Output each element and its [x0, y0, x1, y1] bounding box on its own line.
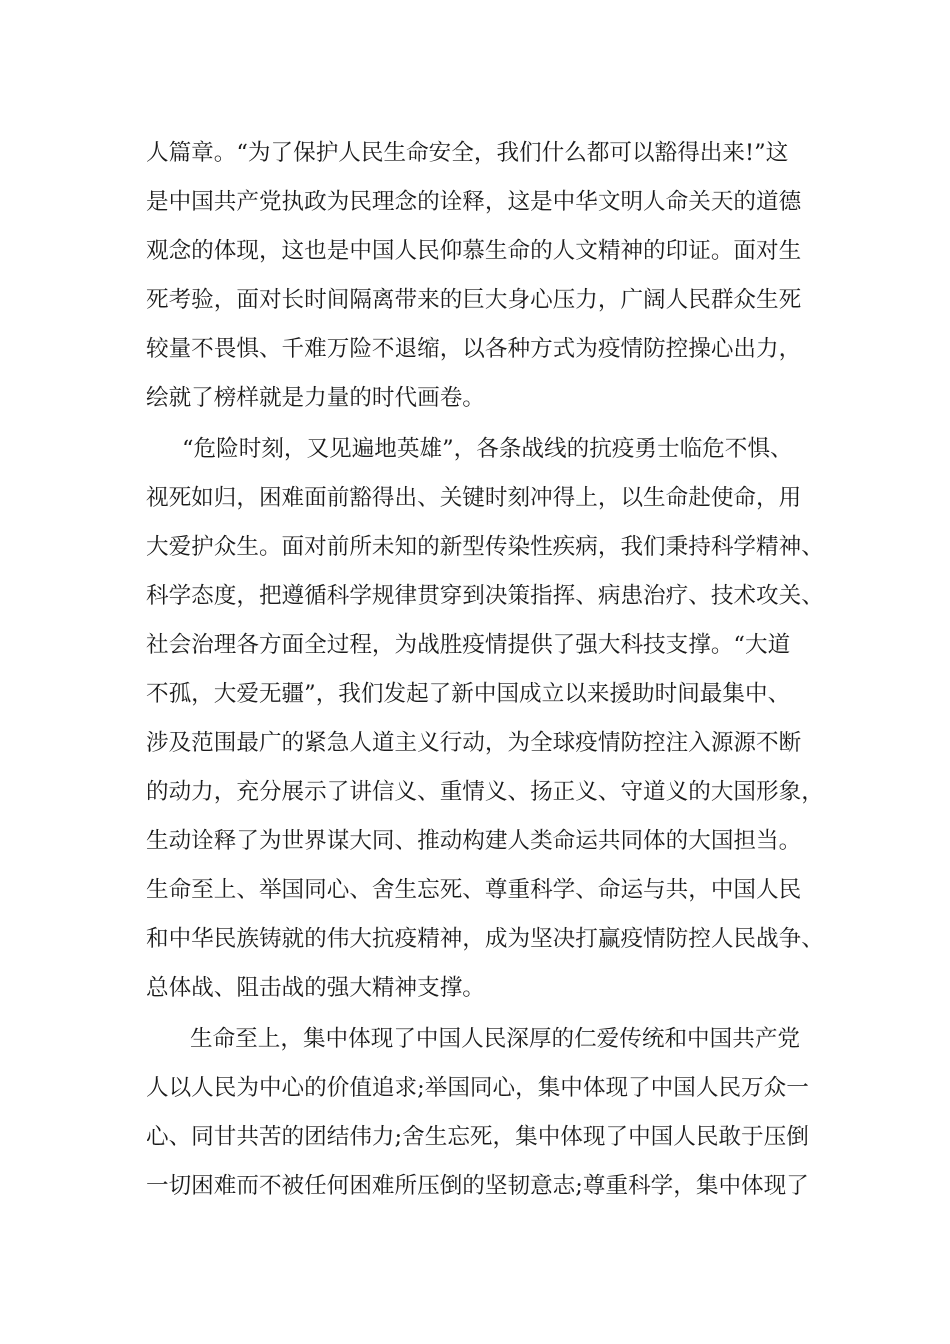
- text-line: 生命至上、举国同心、舍生忘死、尊重科学、命运与共，中国人民: [146, 877, 802, 903]
- text-line: 不孤，大爱无疆”，我们发起了新中国成立以来援助时间最集中、: [146, 681, 791, 707]
- text-line: 心、同甘共苦的团结伟力;舍生忘死，集中体现了中国人民敢于压倒: [146, 1124, 809, 1150]
- paragraph-first-line: 生命至上，集中体现了中国人民深厚的仁爱传统和中国共产党: [190, 1026, 801, 1052]
- text-line: 社会治理各方面全过程，为战胜疫情提供了强大科技支撑。“大道: [146, 632, 791, 658]
- text-line: 是中国共产党执政为民理念的诠释，这是中华文明人命关天的道德: [146, 189, 802, 215]
- text-line: 生动诠释了为世界谋大同、推动构建人类命运共同体的大国担当。: [146, 828, 802, 854]
- text-line: 大爱护众生。面对前所未知的新型传染性疾病，我们秉持科学精神、: [146, 534, 824, 560]
- text-line: 视死如归，困难面前豁得出、关键时刻冲得上，以生命赴使命，用: [146, 485, 802, 511]
- text-line: 人篇章。“为了保护人民生命安全，我们什么都可以豁得出来!”这: [146, 140, 789, 166]
- paragraph-first-line: “危险时刻，又见遍地英雄”，各条战线的抗疫勇士临危不惧、: [182, 436, 793, 462]
- text-line: 死考验，面对长时间隔离带来的巨大身心压力，广阔人民群众生死: [146, 287, 802, 313]
- text-line: 人以人民为中心的价值追求;举国同心，集中体现了中国人民万众一: [146, 1075, 809, 1101]
- text-line: 和中华民族铸就的伟大抗疫精神，成为坚决打赢疫情防控人民战争、: [146, 926, 824, 952]
- text-line: 观念的体现，这也是中国人民仰慕生命的人文精神的印证。面对生: [146, 238, 802, 264]
- text-line: 的动力，充分展示了讲信义、重情义、扬正义、守道义的大国形象，: [146, 779, 824, 805]
- text-line: 总体战、阻击战的强大精神支撑。: [146, 975, 485, 1001]
- text-line: 绘就了榜样就是力量的时代画卷。: [146, 385, 485, 411]
- text-line: 科学态度，把遵循科学规律贯穿到决策指挥、病患治疗、技术攻关、: [146, 583, 824, 609]
- text-line: 涉及范围最广的紧急人道主义行动，为全球疫情防控注入源源不断: [146, 730, 802, 756]
- text-line: 一切困难而不被任何困难所压倒的坚韧意志;尊重科学，集中体现了: [146, 1173, 809, 1199]
- text-line: 较量不畏惧、千难万险不退缩，以各种方式为疫情防控操心出力，: [146, 336, 802, 362]
